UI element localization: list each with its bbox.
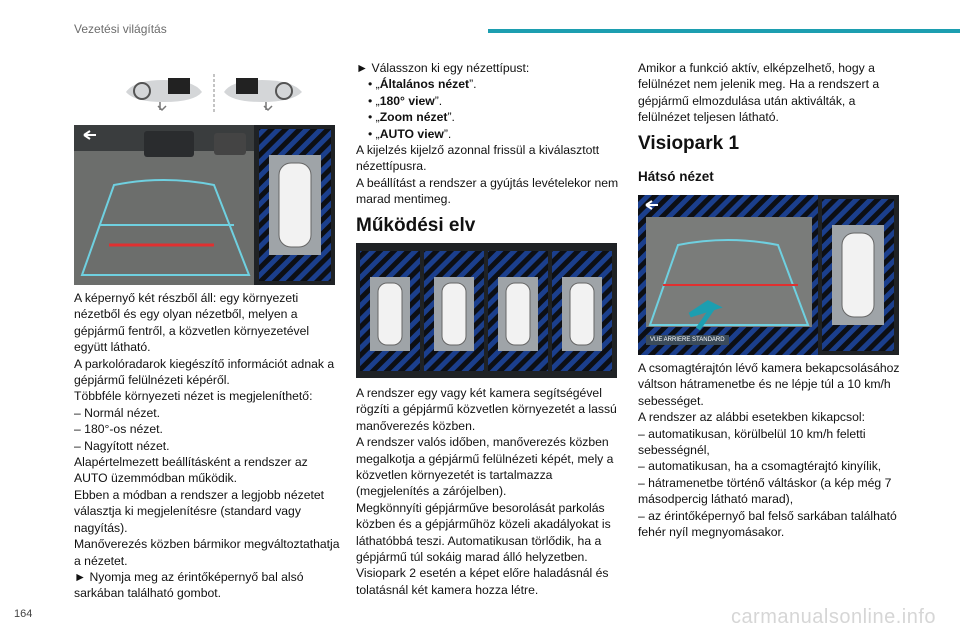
col2-para-2: A rendszer valós időben, manőverezés közben megalkotja a gépjármű felülnézeti képét, mely a közvetlen környezetét is tartalmazza (megjelenítés a zárójelben).: [356, 435, 614, 499]
view-type-list: [356, 76, 626, 142]
top-view-sequence-image: [356, 243, 617, 378]
col1-list-item-1: – Normál nézet.: [74, 405, 161, 420]
screen-view-label: VUE ARRIERE STANDARD: [646, 335, 729, 345]
col3-list-item-1: – automatikusan, körülbelül 10 km/h feletti sebességnél,: [638, 426, 866, 458]
col1-list-item-2: – 180°-os nézet.: [74, 422, 163, 437]
col1-para-1: A képernyő két részből áll: egy környezeti nézetből és egy olyan nézetből, melyen a gépjármű fentről, a közvetlen környezetével együtt látható.: [74, 291, 310, 355]
col1-para-4: Alapértelmezett beállításként a rendszer az AUTO üzemmódban működik.: [74, 455, 308, 486]
col2-intro: ► Válasszon ki egy nézettípust:: [356, 61, 530, 75]
view-type-option: • „Zoom nézet”.: [368, 109, 626, 125]
col1-para-6: Manőverezés közben bármikor megváltoztathatja a nézetet.: [74, 537, 340, 568]
header-accent-bar: [488, 29, 960, 33]
section-header: Vezetési világítás: [74, 22, 167, 36]
col1-instruction: ► Nyomja meg az érintőképernyő bal alsó sarkában található gombot.: [74, 569, 304, 601]
section-heading-visiopark: Visiopark 1: [638, 133, 740, 154]
page-number: 164: [14, 608, 33, 620]
col1-para-2: A parkolóradarok kiegészítő információt adnak a gépjármű felülnézeti képéről.: [74, 356, 335, 388]
col2-after-1: A kijelzés kijelző azonnal frissül a kiválasztott nézettípusra.: [356, 143, 600, 174]
rear-camera-view-image: [638, 195, 899, 355]
col1-para-5: Ebben a módban a rendszer a legjobb nézetet választja ki megjelenítésre (standard vagy nagyítás).: [74, 487, 325, 535]
col3-para-2: A rendszer az alábbi esetekben kikapcsol:: [638, 410, 865, 425]
subheading-rear-view: Hátsó nézet: [638, 169, 714, 184]
view-type-option: • „180° view”.: [368, 93, 626, 109]
col3-list-item-3: – hátramenetbe történő váltáskor (a kép még 7 másodpercig látható marad),: [638, 475, 892, 507]
view-type-option: • „AUTO view”.: [368, 126, 626, 142]
col2-para-1: A rendszer egy vagy két kamera segítségével rögzíti a gépjármű közvetlen környezetét a lassú manőverezés közben.: [356, 386, 617, 433]
col1-list-item-3: – Nagyított nézet.: [74, 438, 170, 453]
col2-para-4: Visiopark 2 esetén a képet előre haladásnál és tolatásnál két kamera hozza létre.: [356, 566, 609, 597]
col3-para-1: A csomagtérajtón lévő kamera bekapcsolásához váltson hátramenetbe és ne lépje túl a 10 km/h sebességet.: [638, 361, 900, 408]
section-heading-operation: Működési elv: [356, 215, 476, 236]
col3-list-item-4: – az érintőképernyő bal felső sarkában található fehér nyíl megnyomásakor.: [638, 508, 897, 540]
view-type-option: • „Általános nézet”.: [368, 76, 626, 92]
camera-view-image-1: [74, 125, 335, 285]
col3-list-item-2: – automatikusan, ha a csomagtérajtó kinyílik,: [638, 459, 882, 474]
watermark: carmanualsonline.info: [730, 606, 936, 628]
col2-after-2: A beállítást a rendszer a gyújtás levételekor nem marad mentimeg.: [356, 175, 619, 207]
col1-para-3: Többféle környezeti nézet is megjeleníthető:: [74, 389, 313, 404]
col2-para-3: Megkönnyíti gépjárműve besorolását parkolás közben és a gépjárműhöz közeli akadályokat is láthatóbbá teszi. Automatikusan törlődik, ha a gépjármű túl sokáig marad álló helyzetben.: [356, 500, 611, 565]
mirror-camera-illustration: [124, 72, 304, 114]
col3-top-para: Amikor a funkció aktív, elképzelhető, hogy a felülnézet nem jelenik meg. Ha a rendszert a gépjármű elmozdulása után aktiválták, a felülnézet teljesen látható.: [638, 61, 880, 125]
